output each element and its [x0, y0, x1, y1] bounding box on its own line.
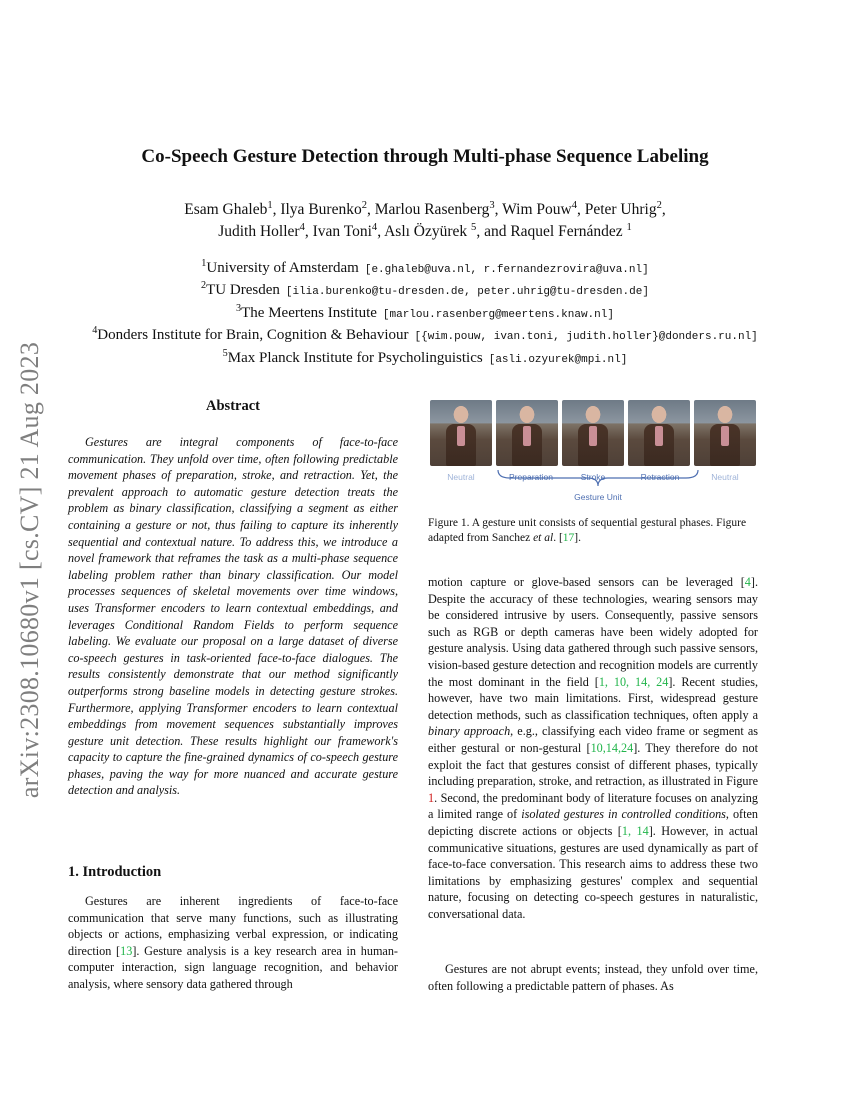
abstract-text: Gestures are integral components of face-to-face communication. They unfold over time, often following predictable movement phases of preparation, stroke, and retraction. Yet, the prevalent approach to automatic gesture detection treats the problem as binary classification, classifying a segment as either containing a gesture or not, thus failing to capture its inherently sequential and contextual nature. To address this, we introduce a novel framework that reframes the task as a multi-phase sequence labeling problem rather than binary classification. Our model processes sequences of skeletal movements over time windows, uses Transformer encoders to learn contextual embeddings, and leverages Conditional Random Fields to perform sequence labeling. We evaluate our proposal on a large dataset of diverse co-speech gestures in task-oriented face-to-face dialogues. The results consistently demonstrate that our method significantly outperforms strong baseline models in detecting gesture strokes. Furthermore, applying Transformer encoders to learn contextual embeddings from movement sequences substantially improves gesture unit detection. These results highlight our framework's capacity to capture the fine-grained dynamics of co-speech gesture phases, paving the way for more nuanced and accurate gesture detection and analysis.: [68, 435, 398, 798]
video-frame-neutral-left: [430, 400, 492, 466]
author-separator: ,: [494, 201, 503, 218]
citation-link[interactable]: 1, 10, 14, 24: [598, 674, 669, 689]
author-name: Judith Holler: [218, 223, 300, 240]
emphasis-text: isolated gestures in controlled conditions: [521, 807, 726, 822]
author-separator: ,: [576, 201, 585, 218]
phase-label-preparation: Preparation: [509, 472, 553, 482]
paper-title: Co-Speech Gesture Detection through Multi-phase Sequence Labeling: [141, 146, 709, 167]
author-name: Ilya Burenko: [280, 201, 362, 218]
gesture-unit-label: Gesture Unit: [574, 492, 622, 502]
author-list: [0, 199, 850, 243]
text-span: ]. They therefore do not exploit the fact that gestures consist of different phases, typically including preparation, stroke, and retraction, as illustrated in Figure: [428, 740, 758, 789]
affiliation-email: [ilia.burenko@tu-dresden.de, peter.uhrig@tu-dresden.de]: [285, 286, 649, 299]
author-name: Esam Ghaleb: [184, 201, 268, 218]
author-line-2: [0, 221, 850, 243]
text-span: ]. However, in actual communicative situations, gestures are used dynamically as part of face-to-face conversation. This research aims to address these two limitations by emphasizing gestures' complex and sequential nature, focusing on detecting co-speech gestures in naturalistic, conversational data.: [428, 823, 759, 921]
author-separator: ,: [377, 223, 385, 240]
affiliation-line: [0, 325, 850, 347]
author-line-1: [0, 199, 850, 221]
author-name: Marlou Rasenberg: [374, 201, 490, 218]
affiliation-marker: 5: [222, 347, 228, 359]
citation-link[interactable]: 4: [744, 575, 751, 589]
author-name: Raquel Fernández: [510, 223, 627, 240]
phase-label-neutral-right: Neutral: [711, 472, 739, 482]
affiliation-email: [asli.ozyurek@mpi.nl]: [488, 353, 628, 366]
affiliation-marker: 4: [92, 325, 98, 337]
introduction-paragraph-next: Gestures are not abrupt events; instead, they unfold over time, often following a predictable pattern of phases. As: [428, 962, 758, 993]
text-span: ]. Recent studies, however, have two main limitations. First, widespread gesture detection methods, such as classification techniques, often apply a: [428, 674, 758, 722]
author-affiliation-marker: 3: [489, 199, 495, 211]
affiliation-marker: 1: [201, 258, 207, 269]
affiliation-name: Donders Institute for Brain, Cognition & Behaviour: [97, 327, 409, 344]
author-name: Wim Pouw: [502, 201, 572, 218]
affiliation-marker: 2: [201, 280, 207, 292]
intro-text-1: Gestures are inherent ingredients of face-to-face communication that serve many functions, such as illustrating objects or actions, emphasizing verbal expression, or indicating direction [: [68, 894, 398, 958]
author-affiliation-marker: 5: [471, 221, 477, 233]
caption-text-a: Figure 1. A gesture unit consists of sequential gestural phases. Figure adapted from Sanchez: [428, 517, 747, 544]
introduction-paragraph: [68, 893, 398, 993]
figure-caption: [428, 516, 758, 546]
author-name: Peter Uhrig: [584, 201, 657, 218]
author-separator: ,: [661, 201, 666, 218]
affiliation-line: [0, 303, 850, 325]
text-span: , e.g., classifying each video frame or segment as either gestural or non-gestural [: [428, 724, 758, 755]
caption-text-b: . [: [553, 532, 563, 544]
affiliation-line: [0, 258, 850, 280]
phase-label-neutral-left: Neutral: [447, 472, 475, 482]
figure-gesture-phases: [428, 396, 758, 508]
gesture-unit-brace: [496, 468, 700, 488]
affiliation-line: [0, 348, 850, 370]
affiliation-email: [{wim.pouw, ivan.toni, judith.holler}@donders.ru.nl]: [414, 331, 758, 344]
affiliation-marker: 3: [236, 302, 242, 314]
affiliation-name: TU Dresden: [206, 282, 280, 299]
video-frame-retraction: [628, 400, 690, 466]
intro-text-2: ]. Gesture analysis is a key research area in human-computer interaction, sign language recognition, and behavior analysis, where sensory data gathered through: [68, 943, 398, 991]
author-affiliation-marker: 2: [361, 199, 367, 211]
affiliation-name: The Meertens Institute: [241, 304, 377, 321]
phase-label-stroke: Stroke: [580, 472, 606, 482]
author-affiliation-marker: 1: [267, 199, 273, 211]
citation-link[interactable]: 1, 14: [621, 823, 649, 838]
text-span: motion capture or glove-based sensors can be leveraged [: [428, 575, 745, 589]
emphasis-text: binary approach: [428, 724, 511, 739]
caption-emphasis: et al: [533, 532, 554, 544]
abstract-heading: Abstract: [206, 398, 260, 414]
citation-link[interactable]: 10,14,24: [590, 740, 634, 755]
affiliation-name: Max Planck Institute for Psycholinguistics: [227, 349, 483, 366]
text-span: ]. Despite the accuracy of these technologies, wearing sensors may be considered intrusive by users. Consequently, passive sensors such as RGB or depth cameras have been widely adopted for gesture analysis. Using data gathered through such passive sensors, vision-based gesture detection and recognition models are currently the most dominant in the field [: [428, 575, 758, 689]
author-affiliation-marker: 4: [299, 221, 305, 233]
arxiv-id-text: arXiv:2308.10680v1 [cs.CV] 21 Aug 2023: [15, 341, 44, 799]
citation-link[interactable]: 17: [562, 532, 575, 544]
author-separator: ,: [304, 223, 313, 240]
author-separator: ,: [366, 201, 375, 218]
author-affiliation-marker: 2: [656, 199, 662, 211]
author-separator: , and: [476, 223, 511, 240]
video-frame-neutral-right: [694, 400, 756, 466]
phase-label-retraction: Retraction: [640, 472, 680, 482]
affiliation-line: [0, 280, 850, 302]
affiliation-list: [0, 258, 850, 370]
affiliation-email: [e.ghaleb@uva.nl, r.fernandezrovira@uva.nl]: [364, 264, 649, 276]
caption-text-c: ].: [574, 532, 581, 544]
author-affiliation-marker: 4: [371, 221, 378, 233]
author-name: Aslı Özyürek: [384, 223, 472, 240]
figure-reference-link[interactable]: 1: [428, 790, 435, 805]
author-affiliation-marker: 1: [626, 221, 632, 233]
video-frame-stroke: [562, 400, 624, 466]
author-affiliation-marker: 4: [571, 199, 577, 211]
text-span: . Second, the predominant body of literature focuses on analyzing a limited range of: [428, 790, 758, 822]
introduction-paragraph-continued: [428, 574, 758, 922]
introduction-heading: 1. Introduction: [68, 864, 162, 880]
author-name: Ivan Toni: [312, 223, 372, 240]
affiliation-email: [marlou.rasenberg@meertens.knaw.nl]: [382, 308, 614, 321]
affiliation-name: University of Amsterdam: [206, 260, 359, 276]
author-separator: ,: [272, 201, 281, 218]
citation-link[interactable]: 13: [120, 943, 133, 958]
video-frame-preparation: [496, 400, 558, 466]
text-span: , often depicting discrete actions or objects [: [428, 807, 759, 838]
